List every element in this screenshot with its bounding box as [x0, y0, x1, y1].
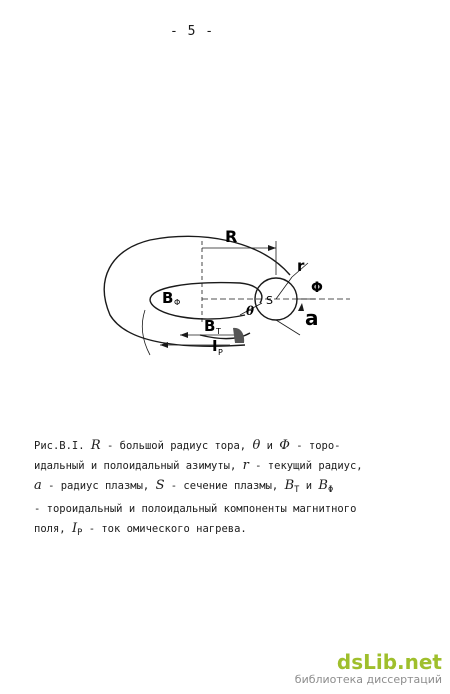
label-b-t: B: [204, 317, 216, 335]
phi-arrowhead: [298, 303, 304, 311]
caption-text-2b: - текущий радиус,: [248, 460, 363, 472]
label-a: a: [305, 306, 319, 330]
label-S: S: [266, 294, 273, 307]
left-lower-curve: [142, 310, 150, 355]
watermark-title: dsLib.net: [336, 650, 442, 674]
caption-text-3a: - радиус плазмы,: [41, 480, 150, 492]
label-i-p: I: [212, 337, 218, 355]
figure-caption: [34, 436, 414, 543]
caption-text-3b: - сечение плазмы,: [164, 480, 279, 492]
bt-arrowhead: [180, 332, 188, 338]
torus-diagram-svg: [90, 215, 360, 375]
caption-line-5: [34, 519, 414, 543]
caption-sym-S: S: [155, 478, 165, 493]
label-theta: θ: [246, 304, 255, 318]
caption-line-3: [34, 476, 414, 500]
label-b-phi: B: [162, 289, 174, 307]
watermark: [295, 651, 442, 686]
page-number: - 5 -: [170, 24, 215, 39]
caption-sym-theta: θ: [252, 438, 261, 453]
caption-line-4: - тороидальный и полоидальный компоненты магнитного: [34, 503, 357, 516]
torus-outer-outline: [104, 236, 290, 346]
caption-fig-ref: Рис.В.I.: [34, 440, 85, 452]
label-phi: Φ: [311, 280, 323, 296]
label-i-p-sub: P: [218, 348, 223, 357]
caption-sym-phi: Φ: [279, 438, 290, 453]
label-b-phi-sub: Φ: [174, 298, 181, 307]
caption-sym-IP: I: [71, 521, 78, 537]
caption-sym-IP-sub: P: [77, 528, 83, 539]
a-dimension-line: [276, 320, 300, 335]
ip-hatched-region: [233, 328, 244, 343]
watermark-subtitle: библиотека диссертаций: [294, 673, 442, 686]
caption-sym-a: a: [34, 478, 42, 493]
caption-sym-Bphi: B: [318, 478, 328, 493]
caption-text-5b: - ток омического нагрева.: [88, 523, 247, 536]
label-R: R: [225, 227, 238, 246]
caption-sym-R: R: [90, 438, 101, 453]
caption-sym-BT: B: [284, 478, 295, 493]
caption-text-1c: и: [260, 440, 280, 452]
label-r: r: [297, 257, 305, 275]
r-arrowhead: [268, 245, 276, 251]
caption-text-3c: и: [299, 480, 319, 492]
caption-text-5a: поля,: [34, 523, 66, 536]
caption-sym-r: r: [242, 458, 249, 473]
caption-line-2: [34, 456, 414, 476]
caption-text-1d: - торо-: [289, 440, 341, 452]
caption-line-1: [34, 436, 414, 456]
caption-text-2a: идальный и полоидальный азимуты,: [34, 460, 237, 472]
label-b-t-sub: T: [216, 327, 221, 336]
caption-sym-Bphi-sub: Φ: [327, 485, 334, 496]
caption-sym-BT-sub: T: [294, 485, 300, 496]
caption-text-1b: - большой радиус тора,: [100, 440, 247, 452]
torus-diagram: [90, 215, 360, 375]
